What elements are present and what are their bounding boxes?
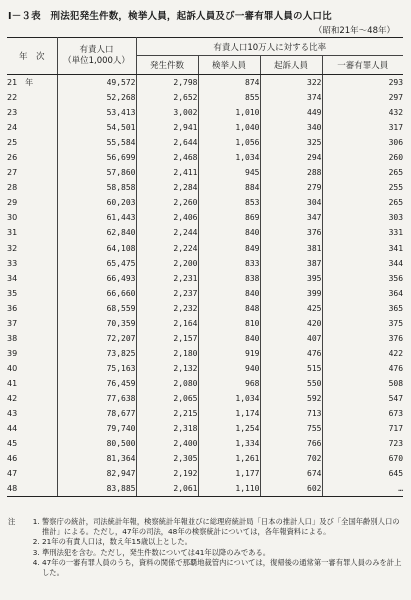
convicted-cell: 670: [388, 454, 404, 464]
arrested-cell: 1,034: [198, 150, 260, 165]
year-cell: 24: [7, 120, 57, 135]
arrested-cell: 919: [198, 346, 260, 361]
year-cell: 37: [7, 316, 57, 331]
year-cell: 46: [7, 451, 57, 466]
occurrences-cell: 2,400: [136, 436, 198, 451]
population-cell: 76,459: [57, 376, 136, 391]
prosecuted-cell: 425: [260, 301, 322, 316]
occurrences-cell: 2,237: [136, 286, 198, 301]
population-cell: 53,413: [57, 105, 136, 120]
prosecuted-cell: 674: [260, 466, 322, 481]
table-row: [7, 120, 403, 135]
year-cell: 21 年: [7, 75, 57, 91]
prosecuted-cell: 515: [260, 361, 322, 376]
table-row: [7, 210, 403, 225]
occurrences-cell: 2,406: [136, 210, 198, 225]
occurrences-cell: 2,260: [136, 195, 198, 210]
convicted-cell: 432: [388, 108, 404, 118]
table-row: [7, 135, 403, 150]
arrested-cell: 945: [198, 165, 260, 180]
convicted-cell: 260: [388, 153, 404, 163]
arrested-cell: 1,334: [198, 436, 260, 451]
arrested-cell: 940: [198, 361, 260, 376]
convicted-cell: 303: [388, 213, 404, 223]
population-cell: 75,163: [57, 361, 136, 376]
population-cell: 73,825: [57, 346, 136, 361]
arrested-cell: 1,110: [198, 481, 260, 497]
convicted-cell: …: [322, 481, 403, 497]
notes-list: [8, 517, 404, 578]
prosecuted-cell: 407: [260, 331, 322, 346]
arrested-cell: 1,177: [198, 466, 260, 481]
population-cell: 52,268: [57, 90, 136, 105]
prosecuted-cell: 322: [260, 75, 322, 91]
table-row: [7, 421, 403, 436]
occurrences-cell: 2,215: [136, 406, 198, 421]
population-cell: 57,860: [57, 165, 136, 180]
convicted-cell: 331: [388, 228, 404, 238]
year-cell: 43: [7, 406, 57, 421]
prosecuted-cell: 713: [260, 406, 322, 421]
notes-label: 注: [8, 517, 16, 526]
prosecuted-cell: 294: [260, 150, 322, 165]
table-row: [7, 376, 403, 391]
prosecuted-cell: 304: [260, 195, 322, 210]
convicted-cell: 508: [388, 378, 404, 388]
prosecuted-cell: 602: [260, 481, 322, 497]
occurrences-cell: 2,941: [136, 120, 198, 135]
table-row: [7, 466, 403, 481]
occurrences-cell: 2,284: [136, 180, 198, 195]
population-cell: 62,840: [57, 225, 136, 240]
arrested-cell: 855: [198, 90, 260, 105]
table-row: [7, 346, 403, 361]
note-item: 4. 47年の一審有罪人員のうち，資料の関係で那覇地裁管内については，復帰後の通常第一審有罪人員のみを計上した。: [42, 558, 404, 578]
year-cell: 27: [7, 165, 57, 180]
population-cell: 83,885: [57, 481, 136, 497]
prosecuted-header: 起訴人員: [260, 56, 322, 75]
convicted-cell: 645: [388, 469, 404, 479]
year-cell: 33: [7, 256, 57, 271]
occurrences-cell: 2,080: [136, 376, 198, 391]
occurrences-cell: 2,157: [136, 331, 198, 346]
convicted-cell: 422: [388, 348, 404, 358]
convicted-cell: 293: [388, 78, 404, 88]
convicted-cell: 376: [388, 333, 404, 343]
arrested-header: 検挙人員: [198, 56, 260, 75]
year-header: 年 次: [7, 38, 57, 75]
population-cell: 49,572: [57, 75, 136, 91]
table-row: [7, 180, 403, 195]
prosecuted-cell: 381: [260, 241, 322, 256]
convicted-cell: 673: [388, 409, 404, 419]
year-cell: 22: [7, 90, 57, 105]
note-item: 1. 警察庁の統計，司法統計年報，検察統計年報並びに総理府統計局「日本の推計人口」及び「全国年齢別人口の推計」による。ただし，47年の司法，48年の検察統計については，各年報資料による。: [42, 517, 404, 537]
arrested-cell: 1,010: [198, 105, 260, 120]
prosecuted-cell: 395: [260, 271, 322, 286]
prosecuted-cell: 449: [260, 105, 322, 120]
table-row: [7, 481, 403, 497]
year-cell: 34: [7, 271, 57, 286]
occurrences-cell: 2,318: [136, 421, 198, 436]
period-label: （昭和21年～48年）: [313, 26, 395, 36]
occurrences-cell: 2,244: [136, 225, 198, 240]
arrested-cell: 869: [198, 210, 260, 225]
arrested-cell: 853: [198, 195, 260, 210]
year-cell: 26: [7, 150, 57, 165]
prosecuted-cell: 347: [260, 210, 322, 225]
population-cell: 79,740: [57, 421, 136, 436]
prosecuted-cell: 376: [260, 225, 322, 240]
prosecuted-cell: 374: [260, 90, 322, 105]
prosecuted-cell: 399: [260, 286, 322, 301]
population-header-line1: 有責人口: [79, 45, 114, 55]
table-row: [7, 256, 403, 271]
occurrences-cell: 2,644: [136, 135, 198, 150]
arrested-cell: 849: [198, 241, 260, 256]
occurrences-cell: 2,798: [136, 75, 198, 91]
population-cell: 82,947: [57, 466, 136, 481]
table-row: [7, 436, 403, 451]
population-cell: 68,559: [57, 301, 136, 316]
population-cell: 65,475: [57, 256, 136, 271]
table-row: [7, 225, 403, 240]
year-cell: 39: [7, 346, 57, 361]
table-row: [7, 406, 403, 421]
population-cell: 66,660: [57, 286, 136, 301]
prosecuted-cell: 702: [260, 451, 322, 466]
year-cell: 35: [7, 286, 57, 301]
table-row: [7, 316, 403, 331]
population-cell: 72,207: [57, 331, 136, 346]
convicted-cell: 265: [388, 198, 404, 208]
arrested-cell: 810: [198, 316, 260, 331]
prosecuted-cell: 387: [260, 256, 322, 271]
convicted-cell: 265: [388, 168, 404, 178]
convicted-cell: 723: [388, 439, 404, 449]
arrested-cell: 1,261: [198, 451, 260, 466]
convicted-cell: 375: [388, 318, 404, 328]
population-cell: 81,364: [57, 451, 136, 466]
prosecuted-cell: 325: [260, 135, 322, 150]
convicted-cell: 297: [388, 93, 404, 103]
year-cell: 44: [7, 421, 57, 436]
convicted-cell: 547: [388, 394, 404, 403]
occurrences-cell: 2,061: [136, 481, 198, 497]
year-cell: 38: [7, 331, 57, 346]
prosecuted-cell: 476: [260, 346, 322, 361]
year-cell: 40: [7, 361, 57, 376]
year-cell: 47: [7, 466, 57, 481]
table-row: [7, 90, 403, 105]
year-cell: 48: [7, 481, 57, 497]
table-row: [7, 165, 403, 180]
year-cell: 32: [7, 241, 57, 256]
arrested-cell: 874: [198, 75, 260, 91]
arrested-cell: 1,174: [198, 406, 260, 421]
year-cell: 45: [7, 436, 57, 451]
table-row: [7, 195, 403, 210]
population-header: [57, 38, 136, 75]
table-row: [7, 391, 403, 406]
population-cell: 54,501: [57, 120, 136, 135]
population-cell: 56,699: [57, 150, 136, 165]
prosecuted-cell: 592: [260, 391, 322, 406]
arrested-cell: 840: [198, 331, 260, 346]
population-cell: 66,493: [57, 271, 136, 286]
year-cell: 23: [7, 105, 57, 120]
year-cell: 41: [7, 376, 57, 391]
convicted-cell: 341: [388, 243, 404, 253]
convicted-cell: 306: [388, 138, 404, 148]
occurrences-cell: 3,002: [136, 105, 198, 120]
note-item: 3. 準刑法犯を含む。ただし，発生件数については41年以降のみである。: [42, 548, 404, 558]
prosecuted-cell: 288: [260, 165, 322, 180]
population-cell: 78,677: [57, 406, 136, 421]
convicted-header: 一審有罪人員: [322, 56, 403, 75]
arrested-cell: 1,056: [198, 135, 260, 150]
occurrences-cell: 2,164: [136, 316, 198, 331]
year-cell: 28: [7, 180, 57, 195]
occurrences-cell: 2,411: [136, 165, 198, 180]
arrested-cell: 968: [198, 376, 260, 391]
year-cell: 25: [7, 135, 57, 150]
table-row: [7, 75, 403, 91]
year-cell: 29: [7, 195, 57, 210]
ratio-group-header: 有責人口10万人に対する比率: [136, 38, 403, 56]
table-row: [7, 361, 403, 376]
arrested-cell: 1,040: [198, 120, 260, 135]
convicted-cell: 344: [388, 258, 404, 268]
table-title: Ⅰ－３表 刑法犯発生件数，検挙人員，起訴人員及び一審有罪人員の人口比: [8, 11, 332, 22]
year-cell: 42: [7, 391, 57, 406]
table-row: [7, 241, 403, 256]
convicted-cell: 255: [388, 183, 404, 193]
arrested-cell: 833: [198, 256, 260, 271]
occurrences-cell: 2,180: [136, 346, 198, 361]
arrested-cell: 840: [198, 286, 260, 301]
population-cell: 55,584: [57, 135, 136, 150]
table-row: [7, 105, 403, 120]
population-cell: 80,500: [57, 436, 136, 451]
occurrences-cell: 2,305: [136, 451, 198, 466]
occurrences-cell: 2,065: [136, 391, 198, 406]
year-cell: 31: [7, 225, 57, 240]
population-cell: 70,359: [57, 316, 136, 331]
arrested-cell: 1,034: [198, 391, 260, 406]
prosecuted-cell: 755: [260, 421, 322, 436]
population-header-line2: （単位1,000人）: [63, 56, 130, 66]
arrested-cell: 848: [198, 301, 260, 316]
occurrences-header: 発生件数: [136, 56, 198, 75]
occurrences-cell: 2,200: [136, 256, 198, 271]
occurrences-cell: 2,468: [136, 150, 198, 165]
table-row: [7, 331, 403, 346]
population-cell: 61,443: [57, 210, 136, 225]
occurrences-cell: 2,232: [136, 301, 198, 316]
note-item: 2. 21年の有責人口は，数え年15歳以上とした。: [42, 537, 404, 547]
arrested-cell: 838: [198, 271, 260, 286]
arrested-cell: 884: [198, 180, 260, 195]
statistics-table: [7, 37, 403, 497]
occurrences-cell: 2,231: [136, 271, 198, 286]
prosecuted-cell: 340: [260, 120, 322, 135]
prosecuted-cell: 420: [260, 316, 322, 331]
table-body: [7, 75, 403, 497]
convicted-cell: 364: [388, 288, 404, 298]
occurrences-cell: 2,224: [136, 241, 198, 256]
table-row: [7, 271, 403, 286]
population-cell: 60,203: [57, 195, 136, 210]
arrested-cell: 840: [198, 225, 260, 240]
population-cell: 58,858: [57, 180, 136, 195]
occurrences-cell: 2,192: [136, 466, 198, 481]
table-row: [7, 150, 403, 165]
prosecuted-cell: 550: [260, 376, 322, 391]
population-cell: 77,638: [57, 391, 136, 406]
occurrences-cell: 2,132: [136, 361, 198, 376]
convicted-cell: 365: [388, 303, 404, 313]
table-row: [7, 301, 403, 316]
prosecuted-cell: 766: [260, 436, 322, 451]
arrested-cell: 1,254: [198, 421, 260, 436]
convicted-cell: 356: [388, 273, 404, 283]
convicted-cell: 317: [388, 123, 404, 133]
convicted-cell: 717: [388, 424, 404, 434]
notes-section: [8, 517, 404, 578]
convicted-cell: 476: [388, 363, 404, 373]
year-cell: 30: [7, 210, 57, 225]
year-cell: 36: [7, 301, 57, 316]
table-row: [7, 286, 403, 301]
occurrences-cell: 2,652: [136, 90, 198, 105]
population-cell: 64,108: [57, 241, 136, 256]
prosecuted-cell: 279: [260, 180, 322, 195]
table-row: [7, 451, 403, 466]
